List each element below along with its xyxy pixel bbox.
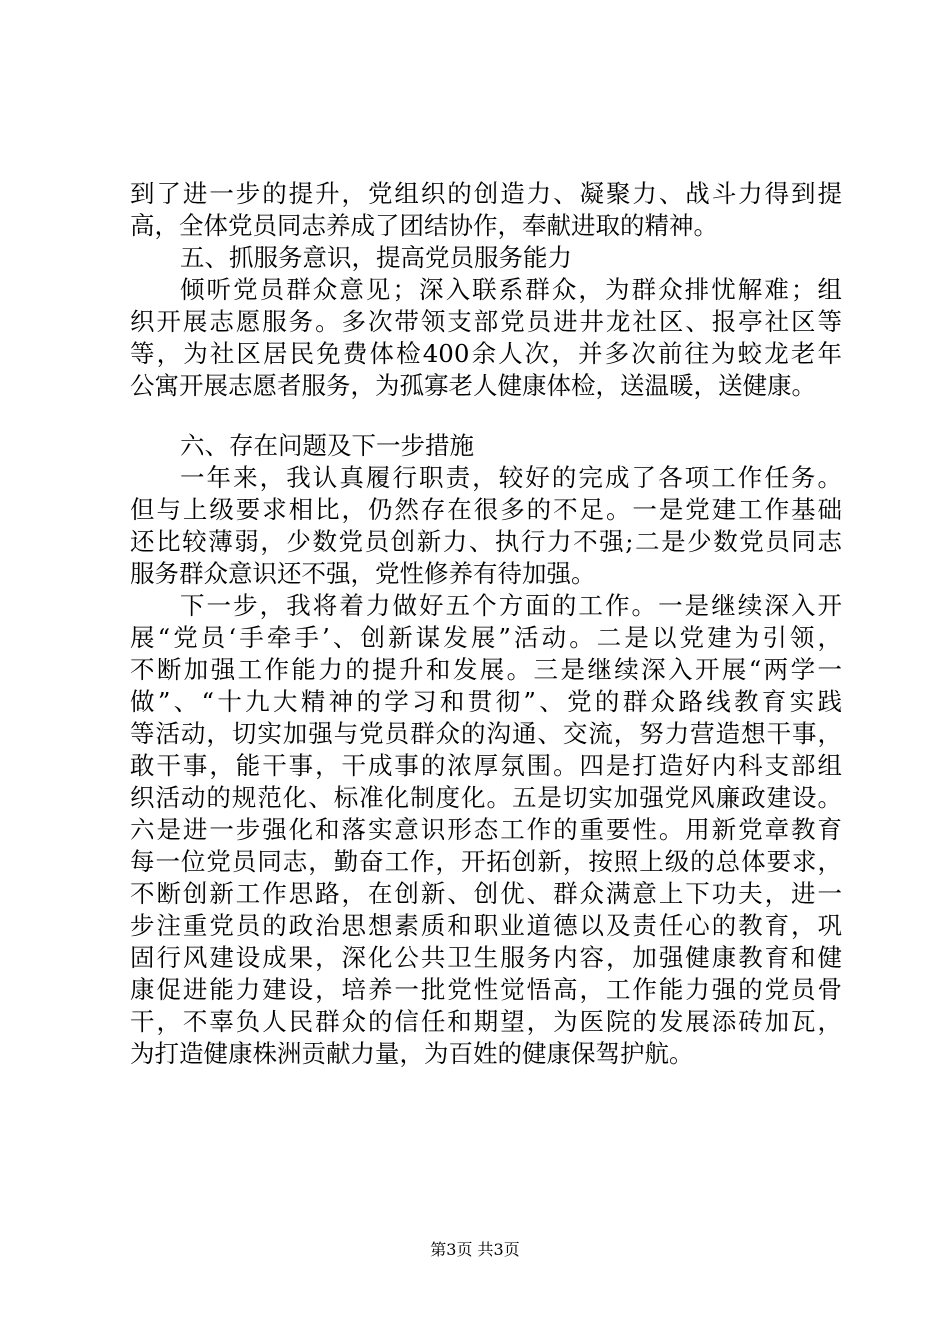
text-line: 一年来，我认真履行职责，较好的完成了各项工作任务。: [180, 463, 842, 492]
document-body: [130, 178, 842, 1070]
text-line: 还比较薄弱，少数党员创新力、执行力不强;二是少数党员同志: [130, 527, 842, 556]
text-line: 做”、“十九大精神的学习和贯彻”、党的群众路线教育实践: [130, 687, 842, 716]
text-line: 康促进能力建设，培养一批党性觉悟高，工作能力强的党员骨: [130, 975, 842, 1004]
text-line: 但与上级要求相比，仍然存在很多的不足。一是党建工作基础: [130, 495, 842, 524]
text-line: 到了进一步的提升，党组织的创造力、凝聚力、战斗力得到提: [130, 179, 842, 208]
text-line: 织活动的规范化、标准化制度化。五是切实加强党风廉政建设。: [130, 783, 842, 812]
text-line: 不断加强工作能力的提升和发展。三是继续深入开展“两学一: [130, 655, 842, 684]
text-line: 敢干事，能干事，干成事的浓厚氛围。四是打造好内科支部组: [130, 751, 842, 780]
text-line: 展“党员‘手牵手’、创新谋发展”活动。二是以党建为引领，: [130, 623, 842, 652]
text-line: 六是进一步强化和落实意识形态工作的重要性。用新党章教育: [130, 815, 842, 844]
text-line: 服务群众意识还不强，党性修养有待加强。: [130, 559, 596, 588]
text-line: 六、存在问题及下一步措施: [180, 431, 474, 460]
text-line: 步注重党员的政治思想素质和职业道德以及责任心的教育，巩: [130, 911, 842, 940]
text-line: 公寓开展志愿者服务，为孤寡老人健康体检，送温暖，送健康。: [130, 371, 816, 400]
text-line: 等，为社区居民免费体检400余人次，并多次前往为蛟龙老年: [130, 339, 842, 368]
text-line: 五、抓服务意识，提高党员服务能力: [180, 243, 572, 272]
paragraph-gap: [130, 402, 842, 430]
text-line: 固行风建设成果，深化公共卫生服务内容，加强健康教育和健: [130, 943, 842, 972]
text-line: 为打造健康株洲贡献力量，为百姓的健康保驾护航。: [130, 1039, 694, 1068]
text-line: 不断创新工作思路，在创新、创优、群众满意上下功夫，进一: [130, 879, 842, 908]
text-line: 倾听党员群众意见；深入联系群众，为群众排忧解难；组: [180, 275, 842, 304]
text-line: 下一步，我将着力做好五个方面的工作。一是继续深入开: [180, 591, 842, 620]
text-line: 每一位党员同志，勤奋工作，开拓创新，按照上级的总体要求，: [130, 847, 842, 876]
text-line: 高，全体党员同志养成了团结协作，奉献进取的精神。: [130, 211, 718, 240]
text-line: 等活动，切实加强与党员群众的沟通、交流，努力营造想干事，: [130, 719, 842, 748]
text-line: 织开展志愿服务。多次带领支部党员进井龙社区、报亭社区等: [130, 307, 842, 336]
text-line: 干，不辜负人民群众的信任和期望，为医院的发展添砖加瓦，: [130, 1007, 842, 1036]
page-footer: 第3页 共3页: [430, 1240, 520, 1259]
